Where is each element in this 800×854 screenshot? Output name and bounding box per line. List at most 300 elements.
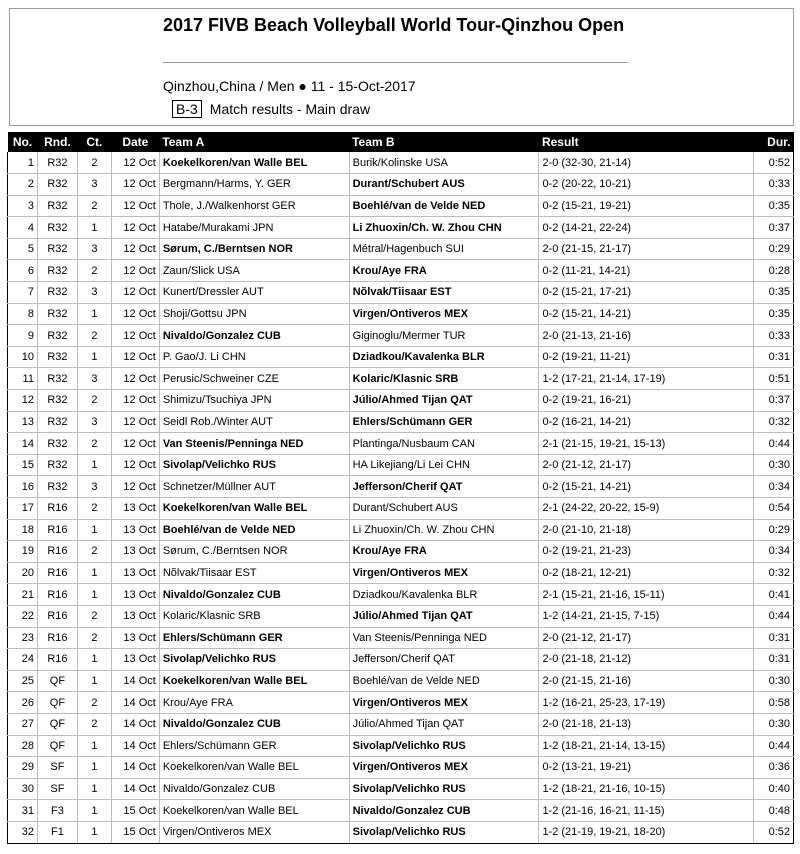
cell-result: 0-2 (16-21, 14-21): [539, 411, 754, 433]
table-row: [8, 713, 794, 735]
col-header-result: Result: [541, 135, 579, 149]
cell-date: 13 Oct: [111, 562, 159, 584]
cell-team-b: Nõlvak/Tiisaar EST: [349, 282, 539, 304]
cell-team-b: Li Zhuoxin/Ch. W. Zhou CHN: [349, 217, 539, 239]
cell-result: 0-2 (19-21, 21-23): [539, 541, 754, 563]
cell-date: 13 Oct: [111, 649, 159, 671]
table-row: [8, 541, 794, 563]
cell-round: R32: [37, 238, 77, 260]
cell-date: 13 Oct: [111, 519, 159, 541]
cell-duration: 0:34: [754, 476, 794, 498]
cell-match-no: 26: [8, 692, 38, 714]
cell-date: 12 Oct: [111, 217, 159, 239]
table-row: [8, 195, 794, 217]
cell-round: R32: [37, 152, 77, 174]
cell-date: 15 Oct: [111, 800, 159, 822]
cell-match-no: 1: [8, 152, 38, 174]
cell-match-no: 5: [8, 238, 38, 260]
cell-round: R32: [37, 174, 77, 196]
cell-round: R32: [37, 411, 77, 433]
col-header-duration: Dur.: [767, 135, 791, 149]
cell-court: 2: [77, 325, 111, 347]
cell-court: 3: [77, 174, 111, 196]
table-row: [8, 217, 794, 239]
cell-team-a: Boehlé/van de Velde NED: [159, 519, 349, 541]
table-row: [8, 778, 794, 800]
document-code-badge: B-3: [172, 100, 202, 118]
cell-team-a: Hatabe/Murakami JPN: [159, 217, 349, 239]
cell-court: 2: [77, 433, 111, 455]
event-subtitle: Qinzhou,China / Men ● 11 - 15-Oct-2017: [163, 78, 416, 94]
cell-duration: 0:32: [754, 411, 794, 433]
cell-date: 12 Oct: [111, 433, 159, 455]
cell-result: 2-1 (21-15, 19-21, 15-13): [539, 433, 754, 455]
cell-team-b: Boehlé/van de Velde NED: [349, 195, 539, 217]
cell-result: 1-2 (16-21, 25-23, 17-19): [539, 692, 754, 714]
cell-date: 14 Oct: [111, 735, 159, 757]
cell-duration: 0:35: [754, 282, 794, 304]
cell-court: 3: [77, 411, 111, 433]
cell-date: 12 Oct: [111, 411, 159, 433]
cell-team-a: Bergmann/Harms, Y. GER: [159, 174, 349, 196]
cell-team-b: Jefferson/Cherif QAT: [349, 476, 539, 498]
cell-court: 2: [77, 260, 111, 282]
cell-result: 2-0 (21-12, 21-17): [539, 454, 754, 476]
cell-round: R32: [37, 346, 77, 368]
cell-result: 0-2 (20-22, 10-21): [539, 174, 754, 196]
cell-round: R32: [37, 476, 77, 498]
cell-court: 2: [77, 605, 111, 627]
table-row: [8, 584, 794, 606]
table-header-row: [8, 132, 794, 152]
cell-team-b: Júlio/Ahmed Tijan QAT: [349, 713, 539, 735]
cell-court: 1: [77, 217, 111, 239]
cell-team-a: Koekelkoren/van Walle BEL: [159, 757, 349, 779]
cell-duration: 0:41: [754, 584, 794, 606]
cell-duration: 0:31: [754, 649, 794, 671]
col-header-team-a: Team A: [162, 135, 205, 149]
cell-team-b: Sivolap/Velichko RUS: [349, 778, 539, 800]
cell-duration: 0:37: [754, 217, 794, 239]
cell-match-no: 10: [8, 346, 38, 368]
cell-team-a: Sørum, C./Berntsen NOR: [159, 541, 349, 563]
cell-court: 1: [77, 303, 111, 325]
cell-team-a: Kolaric/Klasnic SRB: [159, 605, 349, 627]
cell-team-a: Krou/Aye FRA: [159, 692, 349, 714]
cell-team-a: Shimizu/Tsuchiya JPN: [159, 390, 349, 412]
cell-team-a: Koekelkoren/van Walle BEL: [159, 498, 349, 520]
cell-court: 2: [77, 498, 111, 520]
table-row: [8, 800, 794, 822]
cell-round: R32: [37, 303, 77, 325]
table-row: [8, 174, 794, 196]
cell-date: 12 Oct: [111, 195, 159, 217]
cell-team-b: Dziadkou/Kavalenka BLR: [349, 346, 539, 368]
cell-date: 12 Oct: [111, 368, 159, 390]
cell-date: 13 Oct: [111, 627, 159, 649]
cell-round: SF: [37, 757, 77, 779]
cell-match-no: 29: [8, 757, 38, 779]
cell-duration: 0:51: [754, 368, 794, 390]
table-row: [8, 368, 794, 390]
cell-team-a: Zaun/Slick USA: [159, 260, 349, 282]
cell-match-no: 11: [8, 368, 38, 390]
table-row: [8, 238, 794, 260]
cell-round: R32: [37, 433, 77, 455]
cell-match-no: 9: [8, 325, 38, 347]
cell-result: 2-0 (21-15, 21-17): [539, 238, 754, 260]
cell-date: 12 Oct: [111, 152, 159, 174]
cell-round: R32: [37, 195, 77, 217]
cell-duration: 0:44: [754, 433, 794, 455]
cell-date: 13 Oct: [111, 584, 159, 606]
cell-date: 14 Oct: [111, 692, 159, 714]
cell-result: 2-1 (15-21, 21-16, 15-11): [539, 584, 754, 606]
cell-date: 12 Oct: [111, 238, 159, 260]
cell-duration: 0:33: [754, 325, 794, 347]
cell-date: 14 Oct: [111, 757, 159, 779]
table-row: [8, 325, 794, 347]
cell-team-b: Jefferson/Cherif QAT: [349, 649, 539, 671]
cell-round: R32: [37, 282, 77, 304]
cell-match-no: 24: [8, 649, 38, 671]
table-row: [8, 411, 794, 433]
cell-court: 1: [77, 821, 111, 843]
cell-team-a: Seidl Rob./Winter AUT: [159, 411, 349, 433]
cell-round: R16: [37, 649, 77, 671]
cell-team-a: Nivaldo/Gonzalez CUB: [159, 713, 349, 735]
table-row: [8, 692, 794, 714]
cell-team-b: Boehlé/van de Velde NED: [349, 670, 539, 692]
cell-team-a: Shoji/Gottsu JPN: [159, 303, 349, 325]
cell-result: 0-2 (14-21, 22-24): [539, 217, 754, 239]
cell-match-no: 3: [8, 195, 38, 217]
cell-team-a: Nivaldo/Gonzalez CUB: [159, 778, 349, 800]
cell-result: 2-0 (32-30, 21-14): [539, 152, 754, 174]
cell-round: R32: [37, 325, 77, 347]
cell-court: 1: [77, 735, 111, 757]
cell-match-no: 13: [8, 411, 38, 433]
cell-result: 0-2 (15-21, 19-21): [539, 195, 754, 217]
cell-team-a: Schnetzer/Müllner AUT: [159, 476, 349, 498]
cell-round: QF: [37, 692, 77, 714]
cell-result: 0-2 (15-21, 14-21): [539, 303, 754, 325]
cell-date: 14 Oct: [111, 713, 159, 735]
cell-court: 2: [77, 152, 111, 174]
cell-result: 1-2 (21-19, 19-21, 18-20): [539, 821, 754, 843]
cell-court: 2: [77, 692, 111, 714]
cell-duration: 0:44: [754, 605, 794, 627]
col-header-no: No.: [12, 135, 33, 149]
cell-match-no: 25: [8, 670, 38, 692]
cell-date: 14 Oct: [111, 778, 159, 800]
cell-result: 1-2 (18-21, 21-14, 13-15): [539, 735, 754, 757]
table-row: [8, 476, 794, 498]
table-row: [8, 282, 794, 304]
cell-team-b: Plantinga/Nusbaum CAN: [349, 433, 539, 455]
table-row: [8, 735, 794, 757]
cell-date: 12 Oct: [111, 260, 159, 282]
cell-duration: 0:29: [754, 238, 794, 260]
cell-date: 12 Oct: [111, 346, 159, 368]
cell-match-no: 4: [8, 217, 38, 239]
cell-team-b: Burik/Kolinske USA: [349, 152, 539, 174]
cell-team-a: Van Steenis/Penninga NED: [159, 433, 349, 455]
cell-court: 1: [77, 649, 111, 671]
cell-team-b: Durant/Schubert AUS: [349, 174, 539, 196]
cell-round: R16: [37, 562, 77, 584]
table-row: [8, 260, 794, 282]
cell-team-b: Ehlers/Schümann GER: [349, 411, 539, 433]
cell-date: 12 Oct: [111, 174, 159, 196]
cell-result: 2-0 (21-10, 21-18): [539, 519, 754, 541]
cell-round: QF: [37, 670, 77, 692]
cell-date: 13 Oct: [111, 605, 159, 627]
cell-match-no: 15: [8, 454, 38, 476]
cell-result: 2-0 (21-18, 21-12): [539, 649, 754, 671]
cell-team-b: Dziadkou/Kavalenka BLR: [349, 584, 539, 606]
cell-duration: 0:31: [754, 346, 794, 368]
cell-duration: 0:58: [754, 692, 794, 714]
cell-court: 1: [77, 800, 111, 822]
cell-round: R16: [37, 627, 77, 649]
table-row: [8, 390, 794, 412]
table-row: [8, 627, 794, 649]
cell-duration: 0:33: [754, 174, 794, 196]
cell-duration: 0:40: [754, 778, 794, 800]
cell-result: 0-2 (19-21, 11-21): [539, 346, 754, 368]
cell-round: R32: [37, 390, 77, 412]
cell-date: 12 Oct: [111, 390, 159, 412]
cell-court: 2: [77, 390, 111, 412]
cell-team-b: Virgen/Ontiveros MEX: [349, 757, 539, 779]
cell-result: 1-2 (21-16, 16-21, 11-15): [539, 800, 754, 822]
cell-result: 2-0 (21-18, 21-13): [539, 713, 754, 735]
cell-duration: 0:28: [754, 260, 794, 282]
cell-team-a: P. Gao/J. Li CHN: [159, 346, 349, 368]
cell-team-a: Sivolap/Velichko RUS: [159, 649, 349, 671]
cell-match-no: 21: [8, 584, 38, 606]
cell-court: 1: [77, 454, 111, 476]
cell-match-no: 17: [8, 498, 38, 520]
table-row: [8, 670, 794, 692]
cell-round: R32: [37, 217, 77, 239]
cell-round: SF: [37, 778, 77, 800]
cell-team-a: Koekelkoren/van Walle BEL: [159, 670, 349, 692]
cell-result: 0-2 (15-21, 14-21): [539, 476, 754, 498]
document-code-row: [172, 100, 370, 118]
cell-team-a: Koekelkoren/van Walle BEL: [159, 152, 349, 174]
cell-round: R16: [37, 519, 77, 541]
cell-match-no: 7: [8, 282, 38, 304]
table-row: [8, 821, 794, 843]
cell-duration: 0:29: [754, 519, 794, 541]
cell-team-a: Sivolap/Velichko RUS: [159, 454, 349, 476]
cell-team-a: Sørum, C./Berntsen NOR: [159, 238, 349, 260]
cell-result: 0-2 (18-21, 12-21): [539, 562, 754, 584]
cell-duration: 0:30: [754, 670, 794, 692]
cell-team-b: Sivolap/Velichko RUS: [349, 735, 539, 757]
cell-round: R32: [37, 368, 77, 390]
col-header-team-b: Team B: [352, 135, 395, 149]
cell-round: QF: [37, 713, 77, 735]
cell-date: 15 Oct: [111, 821, 159, 843]
cell-team-b: Durant/Schubert AUS: [349, 498, 539, 520]
cell-result: 2-0 (21-13, 21-16): [539, 325, 754, 347]
cell-court: 3: [77, 282, 111, 304]
cell-court: 2: [77, 541, 111, 563]
page-title: 2017 FIVB Beach Volleyball World Tour-Qinzhou Open: [163, 15, 625, 35]
cell-team-b: Virgen/Ontiveros MEX: [349, 692, 539, 714]
cell-team-b: Li Zhuoxin/Ch. W. Zhou CHN: [349, 519, 539, 541]
cell-team-a: Perusic/Schweiner CZE: [159, 368, 349, 390]
cell-round: R16: [37, 605, 77, 627]
cell-court: 1: [77, 562, 111, 584]
cell-court: 3: [77, 368, 111, 390]
cell-duration: 0:48: [754, 800, 794, 822]
cell-round: R16: [37, 541, 77, 563]
cell-team-b: Kolaric/Klasnic SRB: [349, 368, 539, 390]
cell-match-no: 2: [8, 174, 38, 196]
cell-duration: 0:34: [754, 541, 794, 563]
cell-court: 2: [77, 195, 111, 217]
col-header-ct: Ct.: [86, 135, 103, 149]
cell-team-a: Kunert/Dressler AUT: [159, 282, 349, 304]
cell-team-a: Koekelkoren/van Walle BEL: [159, 800, 349, 822]
table-row: [8, 346, 794, 368]
cell-team-b: Virgen/Ontiveros MEX: [349, 562, 539, 584]
cell-round: R16: [37, 584, 77, 606]
table-row: [8, 433, 794, 455]
cell-team-a: Virgen/Ontiveros MEX: [159, 821, 349, 843]
cell-court: 3: [77, 238, 111, 260]
cell-court: 2: [77, 627, 111, 649]
cell-team-b: Sivolap/Velichko RUS: [349, 821, 539, 843]
table-row: [8, 303, 794, 325]
cell-match-no: 28: [8, 735, 38, 757]
cell-match-no: 8: [8, 303, 38, 325]
cell-team-a: Nõlvak/Tiisaar EST: [159, 562, 349, 584]
document-title: Match results - Main draw: [209, 101, 371, 117]
table-row: [8, 757, 794, 779]
cell-match-no: 18: [8, 519, 38, 541]
cell-match-no: 16: [8, 476, 38, 498]
cell-team-a: Nivaldo/Gonzalez CUB: [159, 584, 349, 606]
cell-court: 3: [77, 476, 111, 498]
cell-duration: 0:35: [754, 195, 794, 217]
cell-team-b: Nivaldo/Gonzalez CUB: [349, 800, 539, 822]
cell-duration: 0:31: [754, 627, 794, 649]
cell-team-b: Júlio/Ahmed Tijan QAT: [349, 390, 539, 412]
table-row: [8, 498, 794, 520]
cell-match-no: 30: [8, 778, 38, 800]
cell-round: F1: [37, 821, 77, 843]
cell-court: 1: [77, 519, 111, 541]
cell-court: 1: [77, 757, 111, 779]
cell-team-a: Thole, J./Walkenhorst GER: [159, 195, 349, 217]
cell-duration: 0:52: [754, 821, 794, 843]
cell-match-no: 20: [8, 562, 38, 584]
cell-result: 0-2 (19-21, 16-21): [539, 390, 754, 412]
table-row: [8, 454, 794, 476]
cell-round: R32: [37, 454, 77, 476]
cell-date: 12 Oct: [111, 476, 159, 498]
cell-round: R32: [37, 260, 77, 282]
cell-date: 12 Oct: [111, 454, 159, 476]
cell-team-b: Krou/Aye FRA: [349, 260, 539, 282]
cell-team-b: Júlio/Ahmed Tijan QAT: [349, 605, 539, 627]
cell-match-no: 31: [8, 800, 38, 822]
cell-match-no: 6: [8, 260, 38, 282]
col-header-rnd: Rnd.: [44, 135, 71, 149]
cell-date: 12 Oct: [111, 325, 159, 347]
cell-team-a: Nivaldo/Gonzalez CUB: [159, 325, 349, 347]
cell-result: 0-2 (15-21, 17-21): [539, 282, 754, 304]
table-row: [8, 605, 794, 627]
cell-team-b: Métral/Hagenbuch SUI: [349, 238, 539, 260]
cell-team-b: Giginoglu/Mermer TUR: [349, 325, 539, 347]
cell-match-no: 12: [8, 390, 38, 412]
cell-result: 2-0 (21-15, 21-16): [539, 670, 754, 692]
table-row: [8, 152, 794, 174]
cell-duration: 0:30: [754, 454, 794, 476]
cell-match-no: 23: [8, 627, 38, 649]
cell-match-no: 22: [8, 605, 38, 627]
cell-team-b: HA Likejiang/Li Lei CHN: [349, 454, 539, 476]
cell-match-no: 27: [8, 713, 38, 735]
cell-result: 1-2 (17-21, 21-14, 17-19): [539, 368, 754, 390]
cell-result: 1-2 (14-21, 21-15, 7-15): [539, 605, 754, 627]
cell-round: QF: [37, 735, 77, 757]
cell-duration: 0:37: [754, 390, 794, 412]
cell-date: 14 Oct: [111, 670, 159, 692]
cell-team-a: Ehlers/Schümann GER: [159, 627, 349, 649]
cell-team-b: Virgen/Ontiveros MEX: [349, 303, 539, 325]
cell-match-no: 14: [8, 433, 38, 455]
cell-duration: 0:30: [754, 713, 794, 735]
title-divider: [163, 62, 628, 63]
cell-date: 13 Oct: [111, 541, 159, 563]
cell-duration: 0:32: [754, 562, 794, 584]
cell-round: R16: [37, 498, 77, 520]
cell-duration: 0:54: [754, 498, 794, 520]
cell-team-a: Ehlers/Schümann GER: [159, 735, 349, 757]
cell-court: 1: [77, 584, 111, 606]
cell-date: 13 Oct: [111, 498, 159, 520]
table-row: [8, 519, 794, 541]
cell-duration: 0:36: [754, 757, 794, 779]
cell-round: F3: [37, 800, 77, 822]
table-row: [8, 562, 794, 584]
cell-match-no: 19: [8, 541, 38, 563]
cell-team-b: Van Steenis/Penninga NED: [349, 627, 539, 649]
cell-result: 1-2 (18-21, 21-16, 10-15): [539, 778, 754, 800]
cell-result: 0-2 (13-21, 19-21): [539, 757, 754, 779]
cell-date: 12 Oct: [111, 282, 159, 304]
table-row: [8, 649, 794, 671]
match-results-table: [7, 132, 794, 844]
cell-duration: 0:44: [754, 735, 794, 757]
cell-court: 1: [77, 778, 111, 800]
cell-court: 2: [77, 713, 111, 735]
cell-result: 2-1 (24-22, 20-22, 15-9): [539, 498, 754, 520]
cell-result: 2-0 (21-12, 21-17): [539, 627, 754, 649]
cell-result: 0-2 (11-21, 14-21): [539, 260, 754, 282]
col-header-date: Date: [122, 135, 149, 149]
cell-team-b: Krou/Aye FRA: [349, 541, 539, 563]
cell-duration: 0:35: [754, 303, 794, 325]
cell-court: 1: [77, 670, 111, 692]
